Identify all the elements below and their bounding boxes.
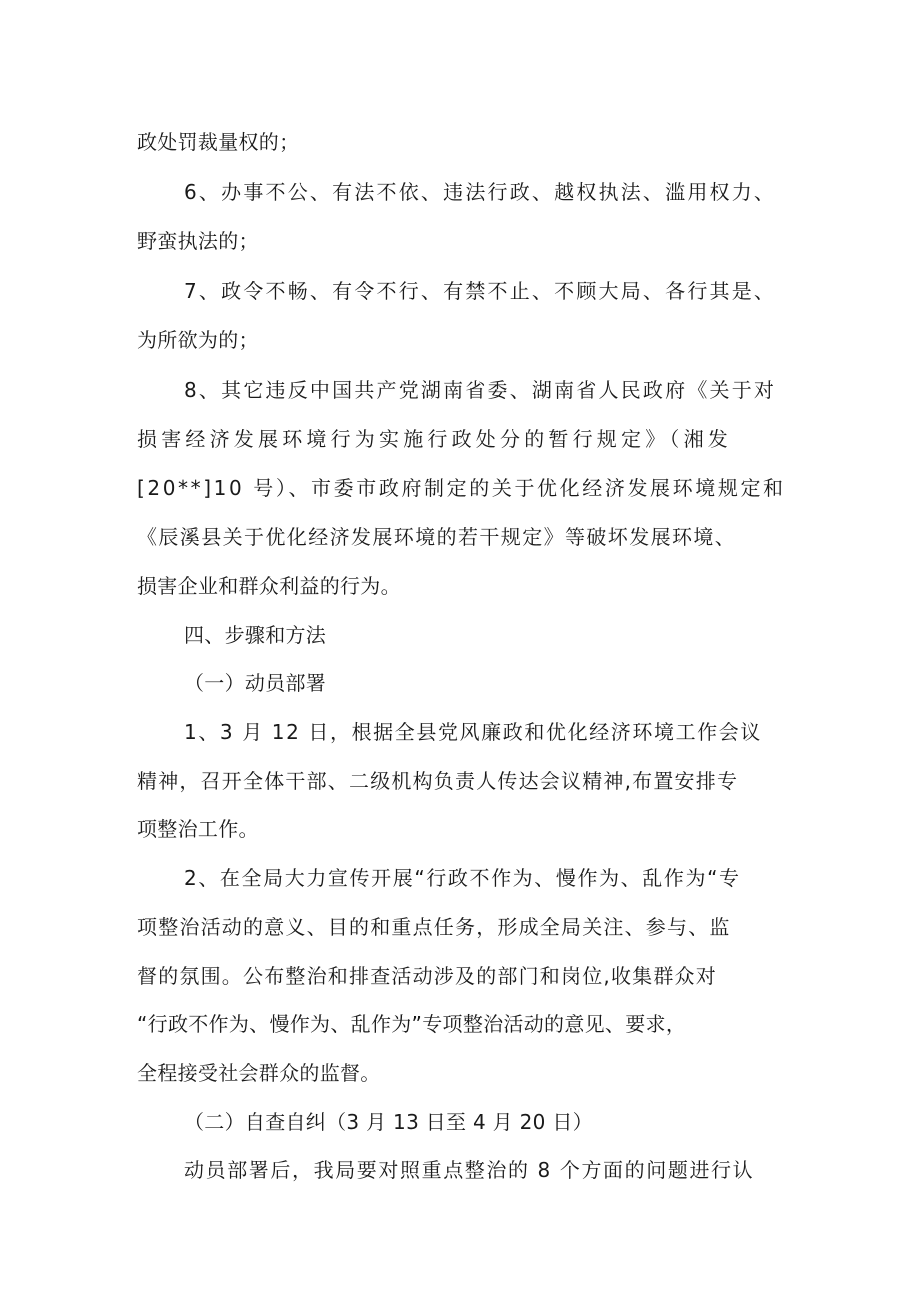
subsection-heading: （二）自查自纠（3 月 13 日至 4 月 20 日）	[184, 1110, 593, 1134]
subsection-heading: （一）动员部署	[184, 671, 327, 695]
text-line: 全程接受社会群众的监督。	[137, 1061, 381, 1085]
text-line: [20**]10 号）、市委市政府制定的关于优化经济发展环境规定和	[137, 476, 786, 500]
text-line: 8、其它违反中国共产党湖南省委、湖南省人民政府《关于对	[184, 378, 777, 402]
text-line: 项整治工作。	[137, 817, 259, 841]
text-line: 动员部署后，我局要对照重点整治的 8 个方面的问题进行认	[184, 1158, 755, 1182]
text-line: 1、3 月 12 日，根据全县党风廉政和优化经济环境工作会议	[184, 720, 762, 744]
text-line: 《辰溪县关于优化经济发展环境的若干规定》等破坏发展环境、	[137, 525, 737, 549]
text-line: 精神，召开全体干部、二级机构负责人传达会议精神,布置安排专	[137, 769, 739, 793]
text-line: 项整治活动的意义、目的和重点任务，形成全局关注、参与、监	[137, 915, 731, 939]
text-line: 损害企业和群众利益的行为。	[137, 574, 401, 598]
text-line: 督的氛围。公布整治和排查活动涉及的部门和岗位,收集群众对	[137, 964, 717, 988]
text-line: 7、政令不畅、有令不行、有禁不止、不顾大局、各行其是、	[184, 279, 777, 303]
text-line: 野蛮执法的；	[137, 229, 259, 253]
text-line: “行政不作为、慢作为、乱作为”专项整治活动的意见、要求，	[137, 1012, 687, 1036]
text-line: 为所欲为的；	[137, 328, 259, 352]
text-line: 6、办事不公、有法不依、违法行政、越权执法、滥用权力、	[184, 180, 777, 204]
text-line: 损害经济发展环境行为实施行政处分的暂行规定》（湘发	[137, 427, 732, 451]
text-line: 政处罚裁量权的；	[137, 130, 300, 154]
section-heading: 四、步骤和方法	[184, 623, 327, 647]
text-line: 2、在全局大力宣传开展“行政不作为、慢作为、乱作为“专	[184, 866, 741, 890]
